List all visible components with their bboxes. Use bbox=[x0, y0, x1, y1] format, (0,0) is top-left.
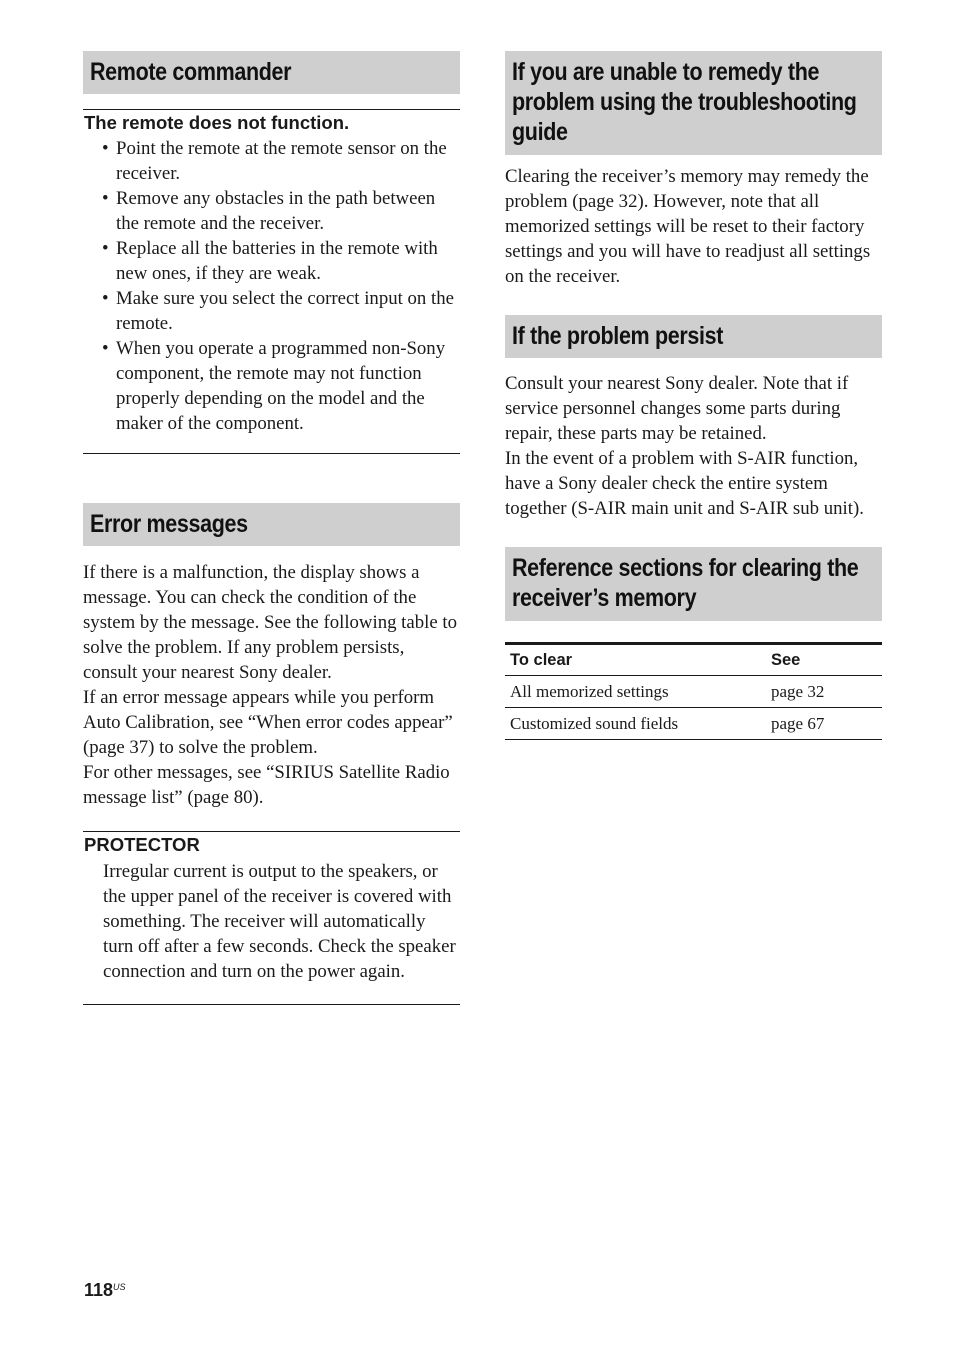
remote-tips-list bbox=[83, 136, 460, 436]
table-cell: page 67 bbox=[766, 708, 882, 740]
error-other-paragraph: For other messages, see “SIRIUS Satellite Radio message list” (page 80). bbox=[83, 762, 450, 808]
column-header-to-clear: To clear bbox=[505, 644, 766, 676]
reference-table bbox=[505, 642, 882, 740]
divider bbox=[83, 453, 460, 454]
divider bbox=[83, 109, 460, 110]
table-cell: All memorized settings bbox=[505, 676, 766, 708]
persist-paragraph: Consult your nearest Sony dealer. Note that if service personnel changes some parts during repair, these parts may be retained. bbox=[505, 373, 849, 444]
s-air-paragraph: In the event of a problem with S-AIR function, have a Sony dealer check the entire system together (S-AIR main unit and S-AIR sub unit). bbox=[505, 448, 864, 519]
protector-term: PROTECTOR bbox=[84, 834, 200, 855]
table-row bbox=[505, 708, 882, 740]
problem-persist-heading: If the problem persist bbox=[505, 315, 882, 358]
remote-not-function-subhead: The remote does not function. bbox=[84, 112, 350, 133]
unable-to-remedy-text: Clearing the receiver’s memory may remedy the problem (page 32). However, note that all memorized settings will be reset to their factory settings and you will have to readjust all settings on the receiver. bbox=[505, 166, 871, 287]
list-item: • Replace all the batteries in the remote with new ones, if they are weak. bbox=[102, 236, 460, 286]
region-suffix: US bbox=[113, 1282, 126, 1292]
reference-sections-heading: Reference sections for clearing the receiver’s memory bbox=[505, 547, 882, 621]
table-row bbox=[505, 676, 882, 708]
right-column bbox=[505, 51, 882, 740]
list-item: • Make sure you select the correct input on the remote. bbox=[102, 286, 460, 336]
left-column bbox=[83, 51, 460, 1005]
table-cell: page 32 bbox=[766, 676, 882, 708]
list-item: • Remove any obstacles in the path between the remote and the receiver. bbox=[102, 186, 460, 236]
error-intro-paragraph: If there is a malfunction, the display shows a message. You can check the condition of the system by the message. See the following table to solve the problem. If any problem persists, consult your nearest Sony dealer. bbox=[83, 562, 457, 683]
table-cell: Customized sound fields bbox=[505, 708, 766, 740]
error-autocal-paragraph: If an error message appears while you perform Auto Calibration, see “When error codes appear” (page 37) to solve the problem. bbox=[83, 687, 453, 758]
divider bbox=[83, 1004, 460, 1005]
error-messages-heading: Error messages bbox=[83, 503, 460, 546]
protector-description: Irregular current is output to the speakers, or the upper panel of the receiver is covered with something. The receiver will automatically turn off after a few seconds. Check the speaker connection and turn on the power again. bbox=[103, 861, 456, 982]
list-item: • When you operate a programmed non-Sony component, the remote may not function properly depending on the model and the maker of the component. bbox=[102, 336, 460, 436]
divider bbox=[83, 831, 460, 832]
page-number: $118^{US}$ bbox=[84, 1280, 126, 1300]
unable-to-remedy-heading: If you are unable to remedy the problem using the troubleshooting guide bbox=[505, 51, 882, 155]
column-header-see: See bbox=[766, 644, 882, 676]
list-item: • Point the remote at the remote sensor on the receiver. bbox=[102, 136, 460, 186]
table-header-row bbox=[505, 644, 882, 676]
remote-commander-heading: Remote commander bbox=[83, 51, 460, 94]
